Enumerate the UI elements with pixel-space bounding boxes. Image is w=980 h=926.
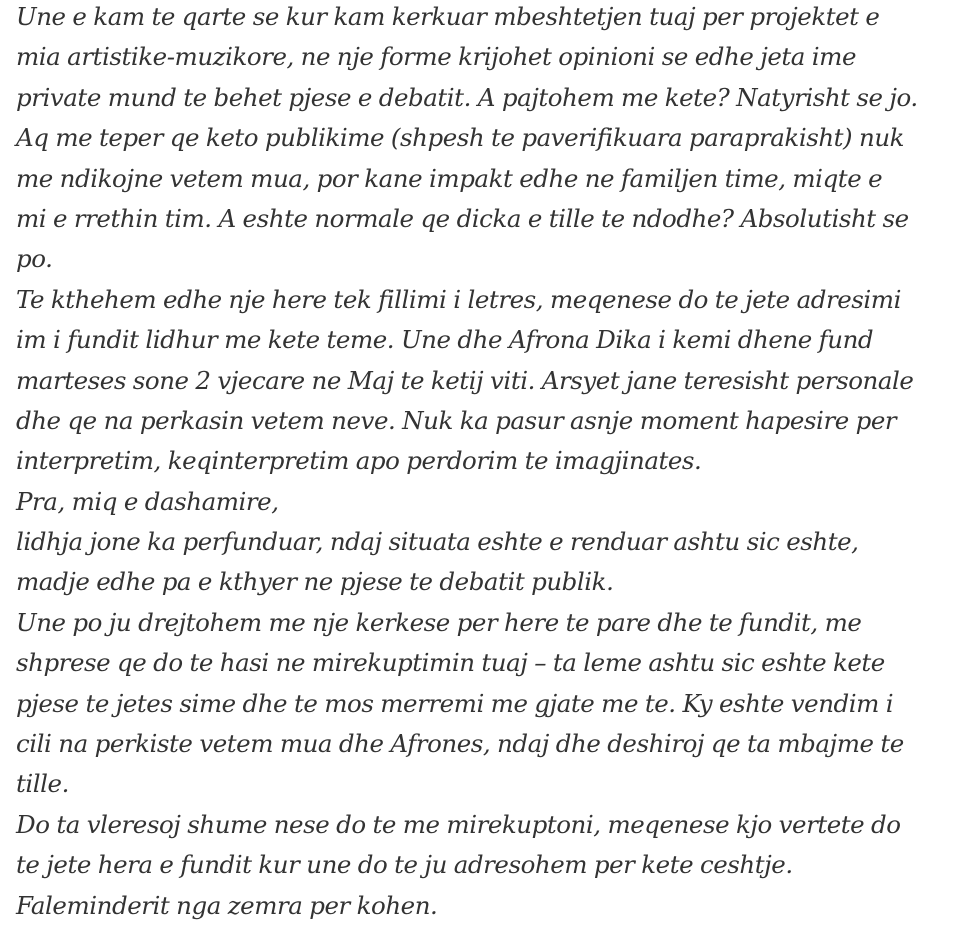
- text-line: dhe qe na perkasin vetem neve. Nuk ka pasur asnje moment hapesire per: [16, 405, 897, 435]
- text-line: pjese te jetes sime dhe te mos merremi me gjate me te. Ky eshte vendim i: [16, 688, 894, 718]
- text-line: lidhja jone ka perfunduar, ndaj situata eshte e renduar ashtu sic eshte,: [16, 527, 859, 557]
- text-line: Faleminderit nga zemra per kohen.: [16, 890, 438, 920]
- text-line: te jete hera e fundit kur une do te ju adresohem per kete ceshtje.: [16, 850, 793, 880]
- text-line: madje edhe pa e kthyer ne pjese te debatit publik.: [16, 567, 614, 597]
- text-line: im i fundit lidhur me kete teme. Une dhe Afrona Dika i kemi dhene fund: [16, 325, 874, 355]
- text-line: Une e kam te qarte se kur kam kerkuar mbeshtetjen tuaj per projektet e: [16, 2, 880, 31]
- text-line: mi e rrethin tim. A eshte normale qe dicka e tille te ndodhe? Absolutisht se: [16, 203, 909, 233]
- text-line: tille.: [16, 769, 69, 799]
- text-line: marteses sone 2 vjecare ne Maj te ketij viti. Arsyet jane teresisht personale: [16, 365, 914, 395]
- text-line: shprese qe do te hasi ne mirekuptimin tuaj – ta leme ashtu sic eshte kete: [16, 648, 885, 678]
- text-line: Aq me teper qe keto publikime (shpesh te paverifikuara paraprakisht) nuk: [16, 123, 905, 153]
- text-line: mia artistike-muzikore, ne nje forme krijohet opinioni se edhe jeta ime: [16, 42, 857, 72]
- text-line: me ndikojne vetem mua, por kane impakt edhe ne familjen time, miqte e: [16, 163, 883, 193]
- text-line: private mund te behet pjese e debatit. A pajtohem me kete? Natyrisht se jo.: [16, 82, 918, 112]
- text-line: po.: [16, 244, 53, 274]
- text-line: Pra, miq e dashamire,: [16, 486, 279, 516]
- text-line: Une po ju drejtohem me nje kerkese per here te pare dhe te fundit, me: [16, 607, 862, 637]
- text-line: Te kthehem edhe nje here tek fillimi i letres, meqenese do te jete adresimi: [16, 284, 901, 314]
- text-line: Do ta vleresoj shume nese do te me mirekuptoni, meqenese kjo vertete do: [16, 809, 901, 839]
- text-line: interpretim, keqinterpretim apo perdorim te imagjinates.: [16, 446, 702, 476]
- text-line: cili na perkiste vetem mua dhe Afrones, ndaj dhe deshiroj qe ta mbajme te: [16, 729, 904, 759]
